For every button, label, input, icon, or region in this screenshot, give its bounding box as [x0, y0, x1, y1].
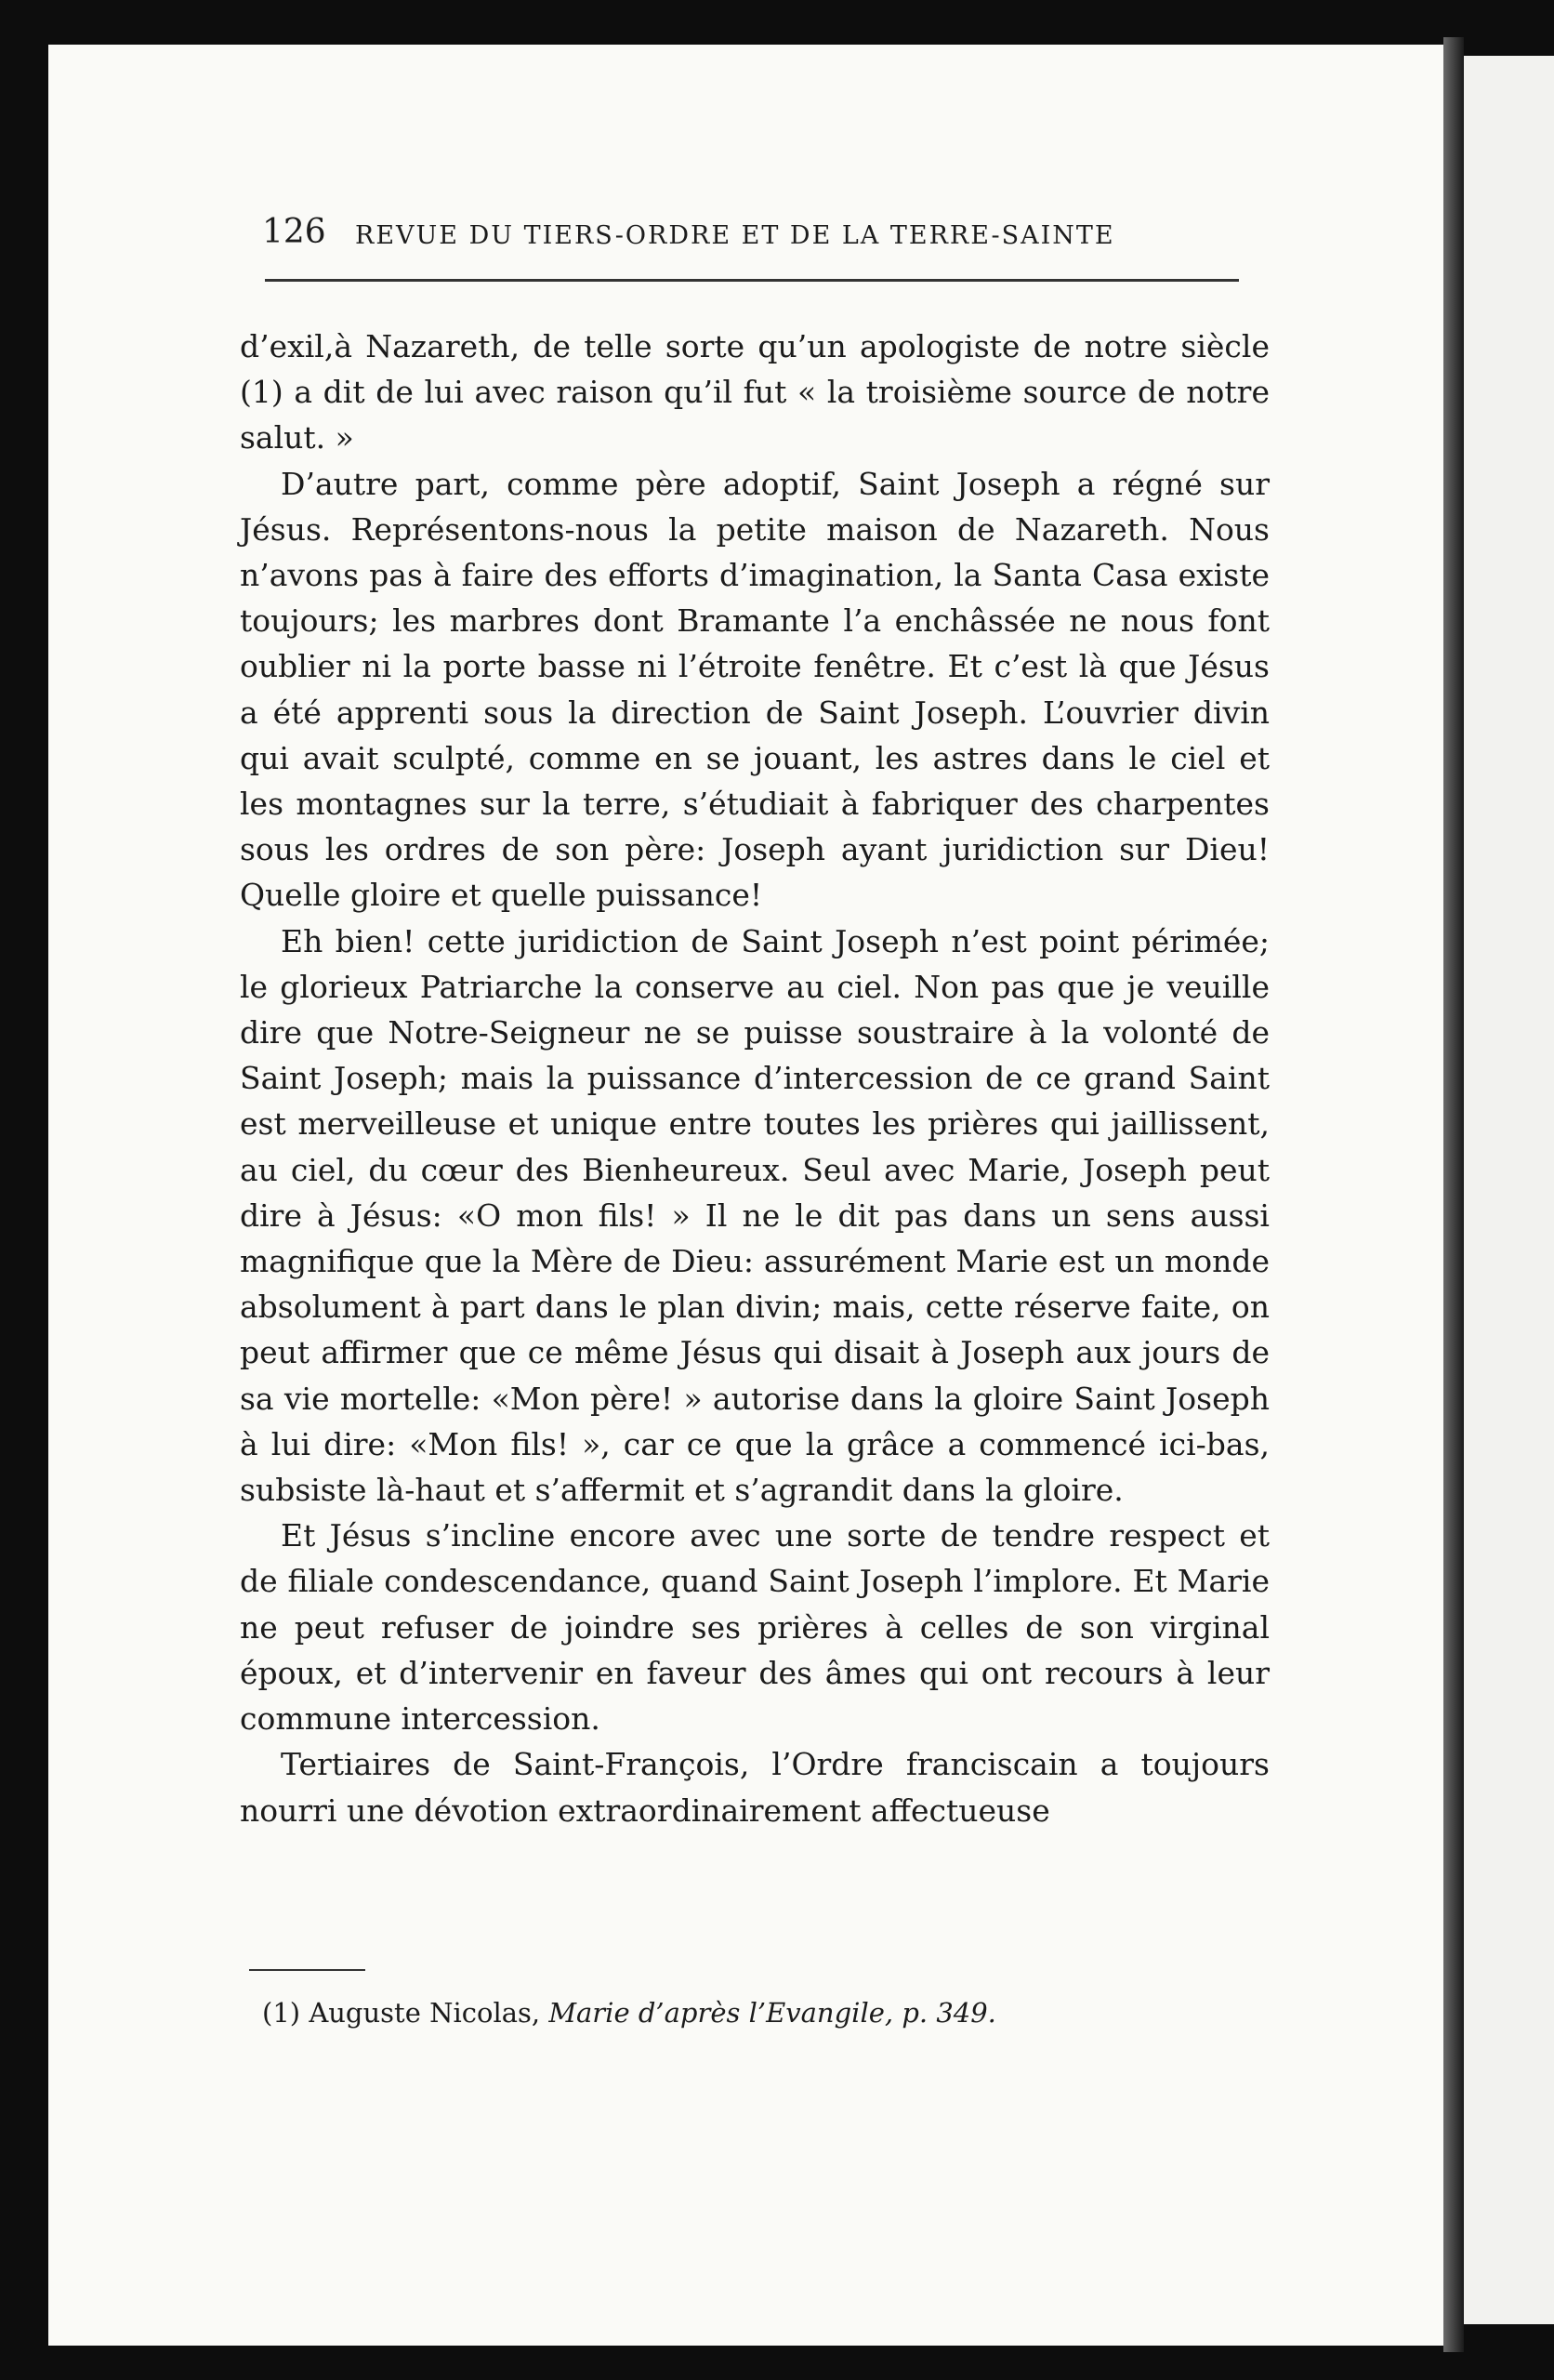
header-rule — [265, 279, 1239, 282]
page-number: 126 — [262, 213, 326, 251]
paragraph-4: Et Jésus s’incline encore avec une sorte de tendre respect et de filiale condescendance, quand Saint Joseph l’implore. Et Marie ne peut refuser de joindre ses prières à celles de son virginal époux, et d’intervenir en faveur des âmes qui ont recours à leur commune intercession. — [240, 1517, 1270, 1738]
paragraph-3: Eh bien! cette juridiction de Saint Joseph n’est point périmée; le glorieux Patriarche la conserve au ciel. Non pas que je veuille dire que Notre-Seigneur ne se puisse soustraire à la volonté de Saint Joseph; mais la puissance d’intercession de ce grand Saint est merveilleuse et unique entre toutes les prières qui jaillissent, au ciel, du cœur des Bienheureux. Seul avec Marie, Joseph peut dire à Jésus: «O mon fils! » Il ne le dit pas dans un sens aussi magnifique que la Mère de Dieu: assurément Marie est un monde absolument à part dans le plan divin; mais, cette réserve faite, on peut affirmer que ce même Jésus qui disait à Joseph aux jours de sa vie mortelle: «Mon père! » autorise dans la gloire Saint Joseph à lui dire: «Mon fils! », car ce que la grâce a commencé ici-bas, subsiste là-haut et s’affermit et s’agrandit dans la gloire. — [240, 922, 1270, 1509]
body-text — [240, 324, 1270, 1833]
paragraph-5: Tertiaires de Saint-François, l’Ordre franciscain a toujours nourri une dévotion extraordinairement affectueuse — [240, 1746, 1270, 1829]
footnote-page-ref: p. 349. — [902, 1997, 996, 2029]
paragraph-2: D’autre part, comme père adoptif, Saint Joseph a régné sur Jésus. Représentons-nous la petite maison de Nazareth. Nous n’avons pas à faire des efforts d’imagination, la Santa Casa existe toujours; les marbres dont Bramante l’a enchâssée ne nous font oublier ni la porte basse ni l’étroite fenêtre. Et c’est là que Jésus a été apprenti sous la direction de Saint Joseph. L’ouvrier divin qui avait sculpté, comme en se jouant, les astres dans le ciel et les montagnes sur la terre, s’étudiait à fabriquer des charpentes sous les ordres de son père: Joseph ayant juridiction sur Dieu! Quelle gloire et quelle puissance! — [240, 465, 1270, 914]
page-header — [262, 206, 1247, 271]
footnote-rule — [249, 1969, 365, 1971]
footnote — [262, 1992, 996, 2033]
footnote-author: Auguste Nicolas, — [309, 1997, 541, 2029]
facing-page-edge — [1464, 56, 1554, 2324]
paragraph-1: d’exil,à Nazareth, de telle sorte qu’un apologiste de notre siècle (1) a dit de lui avec raison qu’il fut « la troisième source de notre salut. » — [240, 328, 1270, 456]
running-title: REVUE DU TIERS-ORDRE ET DE LA TERRE-SAINTE — [355, 221, 1115, 250]
footnote-title: Marie d’après l’Evangile, — [548, 1997, 894, 2029]
book-gutter-shadow — [1443, 37, 1464, 2352]
footnote-marker: (1) — [262, 1997, 301, 2029]
